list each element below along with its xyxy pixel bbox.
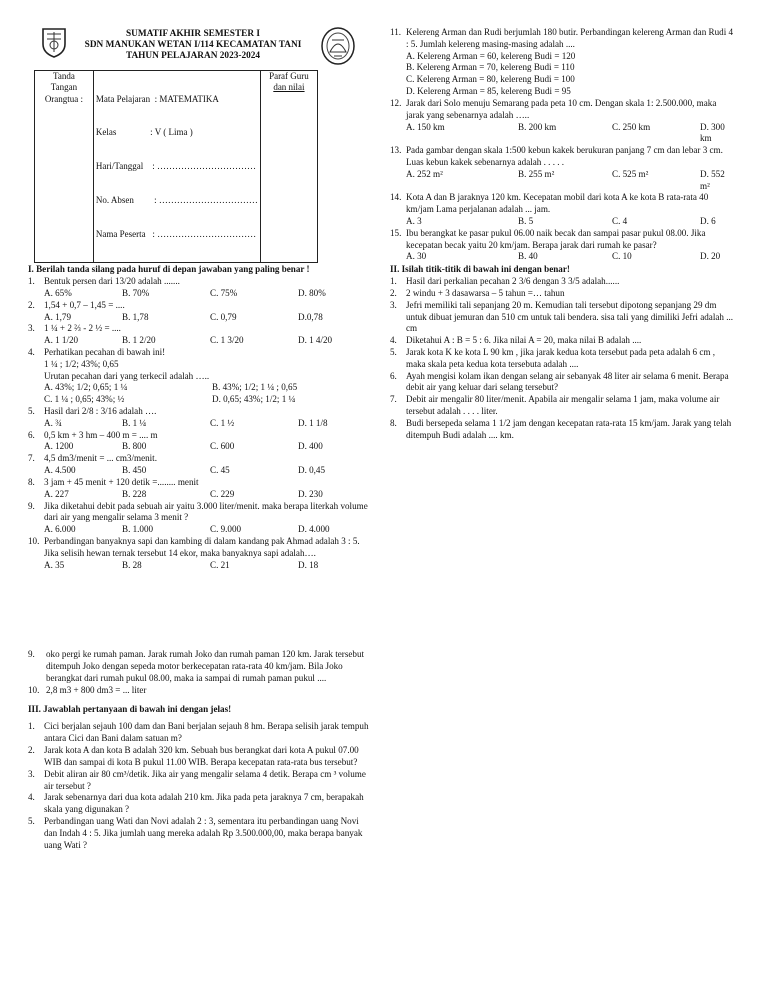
- question-item: [390, 335, 735, 347]
- answer-option: D. 80%: [298, 287, 326, 298]
- question-text: [406, 192, 735, 216]
- answer-options: [406, 169, 735, 193]
- question-number: 11.: [390, 27, 402, 37]
- question-line: Ibu berangkat ke pasar pukul 06.00 naik becak dan sampai pasar pukul 08.00. Jika kecepatan becak yaitu 20 km/jam. Berapa jarak dari rumah ke pasar?: [406, 227, 706, 250]
- answer-options: [44, 288, 370, 300]
- question-text: oko pergi ke rumah paman. Jarak rumah Joko dan rumah paman 120 km. Jarak tersebut ditempuh Joko dengan sepeda motor berkecepatan rata-rata 40 km/jam. Bila Joko berangkat dari rumah pukul 08.00, maka ia sampai di rumah paman pukul ....: [46, 649, 365, 683]
- answer-option: C. 0,79: [210, 311, 237, 322]
- answer-option: A. 227: [44, 488, 69, 499]
- answer-option: C. Kelereng Arman = 80, kelereng Budi = 100: [406, 74, 575, 85]
- answer-option: D. 4.000: [298, 524, 330, 535]
- question-number: 10.: [28, 684, 40, 695]
- question-item: [28, 792, 370, 816]
- answer-options: [44, 382, 370, 406]
- answer-option: A. 3: [406, 216, 422, 226]
- answer-options: [44, 560, 370, 572]
- question-text: [406, 27, 735, 51]
- question-item: [28, 453, 370, 477]
- answer-option: C. 600: [210, 441, 235, 452]
- question-text: Jarak sebenarnya dari dua kota adalah 210 km. Jika pada peta jaraknya 7 cm, berapakah skala yang digunakan ?: [44, 792, 364, 815]
- question-number: 4.: [390, 335, 397, 346]
- answer-option: B. 450: [122, 465, 147, 476]
- answer-options: [406, 51, 735, 98]
- exam-title-3: TAHUN PELAJARAN 2023-2024: [125, 50, 261, 61]
- question-number: 8.: [28, 476, 35, 487]
- answer-option: C. 75%: [210, 287, 238, 298]
- student-info-cell: [93, 71, 260, 263]
- question-number: 7.: [390, 394, 397, 405]
- section-3-title: III. Jawablah pertanyaan di bawah ini dengan jelas!: [28, 703, 232, 714]
- answer-option: B. 70%: [122, 287, 150, 298]
- district-seal-icon: [320, 26, 356, 66]
- answer-option: D. 400: [298, 441, 323, 452]
- exam-titles: [73, 29, 313, 61]
- question-line: Pada gambar dengan skala 1:500 kebun kakek berukuran panjang 7 cm dan lebar 3 cm. Luas kebun kakek sebenarnya adalah . . . . .: [406, 145, 723, 167]
- school-emblem-icon: [40, 26, 68, 58]
- question-line: Urutan pecahan dari yang terkecil adalah …..: [44, 370, 210, 381]
- question-number: 4.: [28, 792, 35, 803]
- question-line: Jarak dari Solo menuju Semarang pada peta 10 cm. Dengan skala 1: 2.500.000, maka jarak yang sebenarnya adalah …..: [406, 97, 717, 120]
- question-number: 1.: [28, 276, 35, 287]
- answer-option: A. 43%; 1/2; 0,65; 1 ¼: [44, 382, 128, 393]
- left-column: [28, 26, 370, 851]
- exam-title-1: SUMATIF AKHIR SEMESTER I: [125, 29, 261, 39]
- answer-option: D. 0,65; 43%; 1/2; 1 ¼: [212, 394, 296, 405]
- question-number: 2.: [28, 299, 35, 310]
- question-text: Debit aliran air 80 cm³/detik. Jika air yang mengalir selama 4 detik. Berapa cm ³ volume air tersebut ?: [44, 768, 366, 791]
- answer-option: B. 1,78: [122, 311, 149, 322]
- question-text: 2,8 m3 + 800 dm3 = ... liter: [46, 684, 147, 695]
- question-number: 9.: [28, 500, 35, 511]
- answer-option: B. 228: [122, 488, 147, 499]
- answer-option: A. 252 m²: [406, 168, 443, 179]
- question-item: [390, 288, 735, 300]
- question-item: [28, 816, 370, 851]
- answer-option: A. 1,79: [44, 311, 72, 322]
- question-item: [28, 536, 370, 571]
- answer-option: D. 1 1/8: [298, 417, 328, 428]
- section-2-continued-list: [28, 649, 370, 696]
- question-text: [406, 228, 735, 252]
- answer-option: B. 5: [518, 216, 534, 226]
- question-number: 3.: [390, 299, 397, 310]
- exam-title-2: SDN MANUKAN WETAN I/114 KECAMATAN TANI: [84, 39, 302, 50]
- question-number: 8.: [390, 417, 397, 428]
- field-date: Hari/Tanggal : ……………………………: [95, 161, 256, 171]
- answer-options: [406, 216, 735, 228]
- field-class: Kelas : V ( Lima ): [95, 127, 193, 138]
- question-item: [28, 347, 370, 406]
- sign-label-2: Tangan: [50, 82, 78, 93]
- question-number: 5.: [390, 346, 397, 357]
- question-line: 4,5 dm3/menit = ... cm3/menit.: [44, 453, 157, 464]
- question-line: Jika diketahui debit pada sebuah air yaitu 3.000 liter/menit. maka berapa literkah volume dari air yang mengalir selama 3 menit ?: [44, 500, 368, 523]
- question-text: Jarak kota K ke kota L 90 km , jika jarak kedua kota tersebut pada peta adalah 6 cm , maka skala peta kedua kota tersebuta adalah ....: [406, 346, 715, 369]
- question-item: [390, 192, 735, 227]
- answer-option: A. 35: [44, 559, 65, 570]
- question-line: Kelereng Arman dan Rudi berjumlah 180 butir. Perbandingan kelereng Arman dan Rudi 4 : 5. Jumlah kelereng masing-masing adalah ....: [406, 27, 734, 49]
- answer-option: D. Kelereng Arman = 85, kelereng Budi = 95: [406, 86, 571, 97]
- answer-option: A. 4.500: [44, 465, 76, 476]
- question-number: 6.: [390, 370, 397, 381]
- answer-options: [44, 489, 370, 501]
- answer-option: D. 552 m²: [700, 168, 725, 191]
- answer-option: C. 525 m²: [612, 168, 649, 179]
- question-item: [28, 501, 370, 536]
- question-text: Cici berjalan sejauh 100 dam dan Bani berjalan sejauh 8 hm. Berapa selisih jarak tempuh antara Cici dan Bani dalam satuan m?: [44, 721, 369, 744]
- question-text: Debit air mengalir 80 liter/menit. Apabila air mengalir selama 1 jam, maka volume air tersebut adalah . . . . liter.: [406, 394, 720, 416]
- question-number: 13.: [390, 145, 402, 156]
- question-item: [28, 745, 370, 769]
- question-number: 2.: [28, 745, 35, 756]
- parent-signature-cell: [35, 71, 94, 263]
- question-text: [44, 276, 370, 288]
- answer-options: [44, 335, 370, 347]
- answer-option: D. 20: [700, 251, 721, 262]
- answer-option: B. 43%; 1/2; 1 ¼ ; 0,65: [212, 382, 298, 393]
- exam-header: [28, 26, 370, 70]
- answer-option: B. 28: [122, 559, 142, 570]
- section-3-list: [28, 721, 370, 851]
- question-item: [28, 406, 370, 430]
- question-item: [390, 371, 735, 395]
- question-text: Diketahui A : B = 5 : 6. Jika nilai A = 20, maka nilai B adalah ....: [406, 335, 642, 346]
- answer-option: C. 1 ½: [210, 417, 235, 428]
- field-name: Nama Peserta : ……………………………: [95, 228, 257, 239]
- question-item: [28, 685, 370, 697]
- sign-label-1: Tanda: [53, 71, 75, 81]
- question-text: [44, 536, 370, 560]
- question-item: [390, 276, 735, 288]
- answer-option: D. 6: [700, 216, 716, 226]
- question-item: [390, 418, 735, 442]
- question-text: [44, 501, 370, 525]
- question-line: Kota A dan B jaraknya 120 km. Kecepatan mobil dari kota A ke kota B rata-rata 40 km/jam Lama perjalanan adalah ... jam.: [406, 192, 709, 215]
- field-subject: Mata Pelajaran : MATEMATIKA: [95, 93, 219, 104]
- answer-option: D. 18: [298, 559, 319, 570]
- answer-option: D. 1 4/20: [298, 335, 333, 346]
- question-number: 1.: [390, 276, 397, 287]
- question-item: [28, 721, 370, 745]
- question-line: Perhatikan pecahan di bawah ini!: [44, 346, 166, 357]
- question-item: [28, 430, 370, 454]
- question-text: [44, 347, 370, 382]
- question-line: 0,5 km + 3 hm – 400 m = .... m: [44, 429, 158, 440]
- question-number: 10.: [28, 535, 40, 546]
- question-item: [390, 27, 735, 98]
- question-item: [390, 300, 735, 335]
- answer-option: A. 6.000: [44, 524, 76, 535]
- answer-option: C. 45: [210, 465, 230, 476]
- answer-option: B. 1 2/20: [122, 335, 156, 346]
- question-number: 1.: [28, 721, 35, 732]
- question-line: 3 jam + 45 menit + 120 detik =........ menit: [44, 476, 199, 487]
- question-number: 7.: [28, 453, 35, 464]
- question-text: Jarak kota A dan kota B adalah 320 km. Sebuah bus berangkat dari kota A pukul 07.00 WIB dan sampai di kota B pukul 11.00 WIB. Berapa kecepatan rata-rata bus tersebut?: [44, 745, 359, 767]
- question-text: [44, 323, 370, 335]
- question-number: 4.: [28, 346, 35, 357]
- answer-option: B. 40: [518, 251, 538, 262]
- question-text: [44, 300, 370, 312]
- question-item: [28, 323, 370, 347]
- question-item: [28, 276, 370, 300]
- answer-option: A. 1200: [44, 441, 74, 452]
- question-line: Perbandingan banyaknya sapi dan kambing di dalam kandang pak Ahmad adalah 3 : 5. Jika selisih hewan ternak tersebut 14 ekor, maka banyaknya sapi adalah….: [44, 535, 360, 558]
- answer-options: [44, 465, 370, 477]
- question-text: Ayah mengisi kolam ikan dengan selang air sebanyak 48 liter air selama 6 menit. Berapa debit air yang keluar dari selang tersebut?: [406, 370, 729, 393]
- question-item: [390, 145, 735, 192]
- answer-option: A. 150 km: [406, 121, 445, 132]
- paraf-label-2: dan nilai: [273, 82, 305, 93]
- question-line: 1,54 + 0,7 – 1,45 = ....: [44, 299, 125, 310]
- question-line: 1 ¼ ; 1/2; 43%; 0,65: [44, 358, 119, 369]
- question-text: 2 windu + 3 dasawarsa – 5 tahun =… tahun: [406, 287, 565, 298]
- answer-options: [44, 441, 370, 453]
- answer-option: B. Kelereng Arman = 70, kelereng Budi = 110: [406, 62, 575, 73]
- question-item: [28, 769, 370, 793]
- answer-option: D.0,78: [298, 311, 323, 322]
- answer-options: [406, 251, 735, 263]
- answer-option: D. 230: [298, 488, 323, 499]
- question-item: [28, 300, 370, 324]
- question-item: [390, 228, 735, 263]
- answer-option: C. 10: [612, 251, 632, 262]
- identity-table: [34, 70, 318, 263]
- answer-option: A. 30: [406, 251, 427, 262]
- teacher-initial-cell: [260, 71, 317, 263]
- question-line: 1 ¼ + 2 ⅔ - 2 ½ = ....: [44, 323, 121, 334]
- section-1-continued-list: [390, 27, 735, 263]
- answer-options: [44, 418, 370, 430]
- answer-option: C. 250 km: [612, 121, 651, 132]
- question-text: Hasil dari perkalian pecahan 2 3/6 dengan 3 3/5 adalah......: [406, 276, 620, 287]
- question-number: 14.: [390, 192, 402, 203]
- question-number: 15.: [390, 227, 402, 238]
- answer-option: C. 1 3/20: [210, 335, 244, 346]
- answer-option: C. 9.000: [210, 524, 242, 535]
- field-absent-no: No. Absen : ……………………………: [95, 194, 258, 205]
- answer-option: B. 800: [122, 441, 147, 452]
- section-1-title: I. Berilah tanda silang pada huruf di depan jawaban yang paling benar !: [28, 264, 310, 275]
- answer-options: [406, 122, 735, 146]
- answer-option: C. 4: [612, 216, 628, 226]
- answer-option: D. 300 km: [700, 121, 725, 144]
- question-number: 2.: [390, 287, 397, 298]
- question-text: [44, 453, 370, 465]
- question-text: Budi bersepeda selama 1 1/2 jam dengan kecepatan rata-rata 15 km/jam. Jarak yang telah ditempuh Budi adalah .... km.: [406, 417, 732, 440]
- question-number: 3.: [28, 323, 35, 334]
- sign-label-3: Orangtua :: [44, 93, 84, 104]
- answer-option: C. 21: [210, 559, 230, 570]
- question-text: [44, 477, 370, 489]
- section-1-list: [28, 276, 370, 571]
- question-number: 3.: [28, 768, 35, 779]
- answer-option: B. 255 m²: [518, 168, 555, 179]
- question-text: Perbandingan uang Wati dan Novi adalah 2 : 3, sementara itu perbandingan uang Novi dan Indah 4 : 5. Jika jumlah uang mereka adalah Rp 3.500.000,00, maka berapa banyak uang Wati ?: [44, 815, 363, 850]
- right-column: [390, 27, 735, 441]
- question-number: 5.: [28, 406, 35, 416]
- answer-option: C. 1 ¼ ; 0,65; 43%; ½: [44, 394, 125, 405]
- answer-option: A. 1 1/20: [44, 335, 79, 346]
- question-item: [28, 649, 370, 684]
- question-number: 5.: [28, 815, 35, 826]
- question-item: [390, 394, 735, 418]
- question-text: [44, 430, 370, 442]
- question-text: [406, 145, 735, 169]
- question-text: Jefri memiliki tali sepanjang 20 m. Kemudian tali tersebut dipotong sepanjang 29 dm untuk dibuat jemuran dan 510 cm untuk tali bendera. sisa tali yang dimiliki Jefri adalah ... cm: [406, 299, 734, 334]
- question-number: 9.: [28, 649, 35, 660]
- question-text: [44, 406, 370, 418]
- answer-option: B. 1 ¼: [122, 417, 147, 428]
- section-2-list: [390, 276, 735, 441]
- question-number: 12.: [390, 97, 402, 108]
- question-line: Hasil dari 2/8 : 3/16 adalah ….: [44, 406, 157, 416]
- question-text: [406, 98, 735, 122]
- answer-options: [44, 312, 370, 324]
- answer-option: B. 200 km: [518, 121, 557, 132]
- question-item: [390, 347, 735, 371]
- answer-option: A. ¾: [44, 417, 62, 428]
- question-item: [390, 98, 735, 145]
- answer-option: B. 1.000: [122, 524, 154, 535]
- section-2-title: II. Isilah titik-titik di bawah ini dengan benar!: [390, 264, 570, 275]
- answer-option: C. 229: [210, 488, 235, 499]
- answer-option: D. 0,45: [298, 465, 326, 476]
- question-line: Bentuk persen dari 13/20 adalah .......: [44, 276, 180, 287]
- answer-option: A. 65%: [44, 287, 72, 298]
- answer-options: [44, 524, 370, 536]
- paraf-label-1: Paraf Guru: [269, 71, 309, 81]
- question-item: [28, 477, 370, 501]
- answer-option: A. Kelereng Arman = 60, kelereng Budi = 120: [406, 50, 576, 61]
- question-number: 6.: [28, 429, 35, 440]
